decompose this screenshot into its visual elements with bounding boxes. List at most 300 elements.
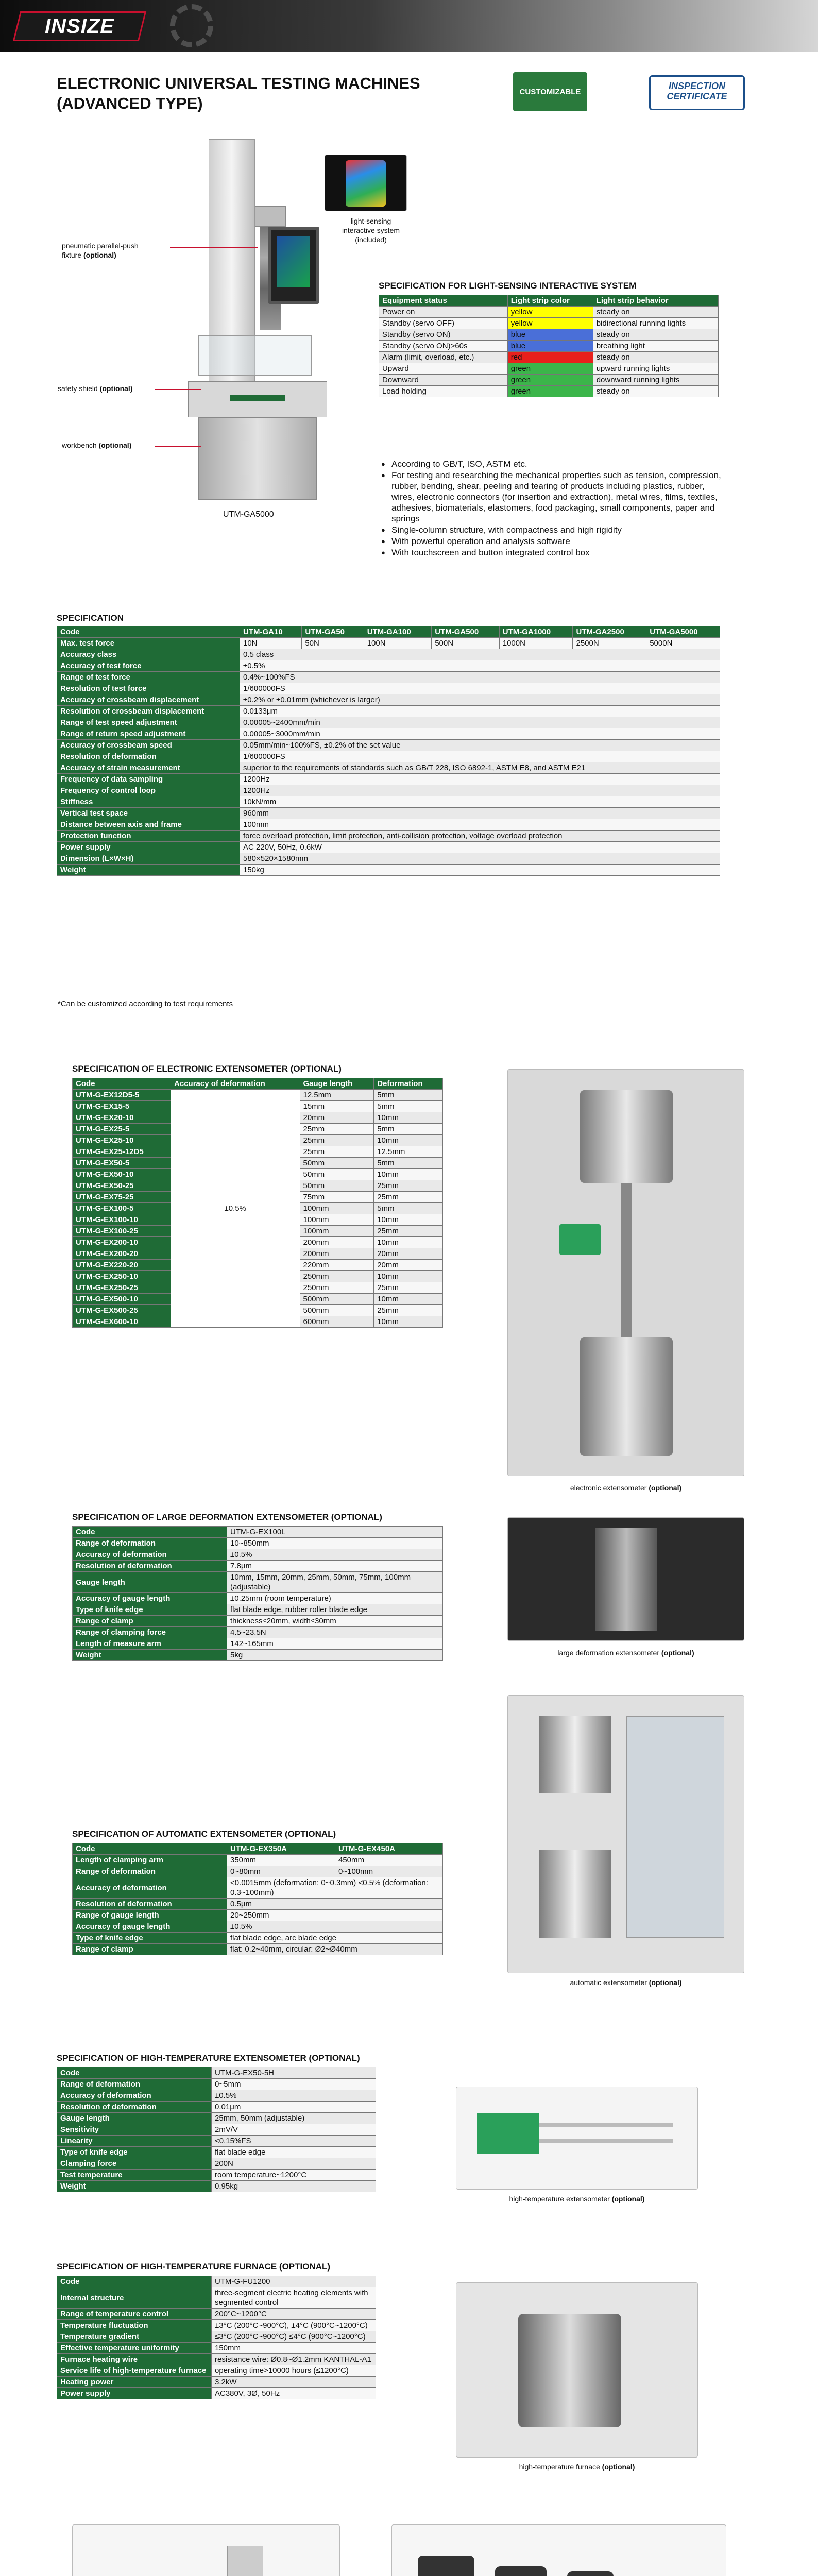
hightemp-rod <box>539 2139 673 2143</box>
table-row <box>73 1855 443 1866</box>
row-value: flat: 0.2~40mm, circular: Ø2~Ø40mm <box>227 1944 443 1955</box>
pneu-photo <box>391 2524 726 2576</box>
table-row <box>73 1561 443 1572</box>
ext-photo <box>507 1069 744 1476</box>
row-label: Frequency of control loop <box>57 785 240 796</box>
hightemp-title: SPECIFICATION OF HIGH-TEMPERATURE EXTENSOMETER (OPTIONAL) <box>57 2053 360 2063</box>
row-label: Distance between axis and frame <box>57 819 240 831</box>
row-label: Range of clamping force <box>73 1627 227 1638</box>
color-cell: green <box>507 375 593 386</box>
color-cell: blue <box>507 329 593 341</box>
row-value: 0.5 class <box>240 649 720 660</box>
row-label: Accuracy of crossbeam displacement <box>57 694 240 706</box>
row-label: Stiffness <box>57 796 240 808</box>
code-cell: UTM-G-EX50-5 <box>73 1158 171 1169</box>
row-value: UTM-G-EX50-5H <box>212 2067 376 2079</box>
status-cell: Alarm (limit, overload, etc.) <box>379 352 508 363</box>
behavior-cell: steady on <box>593 386 718 397</box>
row-label: Effective temperature uniformity <box>57 2343 212 2354</box>
model-cell: UTM-GA500 <box>432 626 500 638</box>
row-value: thickness≤20mm, width≤30mm <box>227 1616 443 1627</box>
row-value: flat blade edge, rubber roller blade edge <box>227 1604 443 1616</box>
gauge-cell: 500mm <box>300 1305 374 1316</box>
force-cell: 1000N <box>499 638 573 649</box>
row-label: Power supply <box>57 842 240 853</box>
fixture-label: pneumatic parallel-push fixture (optional) <box>62 242 139 259</box>
row-label: Accuracy of crossbeam speed <box>57 740 240 751</box>
code-cell: UTM-G-EX220-20 <box>73 1260 171 1271</box>
row-label: Temperature gradient <box>57 2331 212 2343</box>
code-cell: UTM-G-EX200-10 <box>73 1237 171 1248</box>
code-cell: UTM-G-EX500-25 <box>73 1305 171 1316</box>
row-label: Test temperature <box>57 2170 212 2181</box>
hightemp-rod <box>539 2123 673 2127</box>
table-row <box>57 2090 376 2102</box>
row-label: Resolution of deformation <box>73 1561 227 1572</box>
ext-title: SPECIFICATION OF ELECTRONIC EXTENSOMETER (OPTIONAL) <box>72 1064 342 1074</box>
spec-table <box>57 626 720 876</box>
color-cell: blue <box>507 341 593 352</box>
deformation-cell: 20mm <box>374 1248 443 1260</box>
row-value: 150kg <box>240 865 720 876</box>
gauge-cell: 12.5mm <box>300 1090 374 1101</box>
row-label: Resolution of deformation <box>57 751 240 762</box>
row-label: Gauge length <box>73 1572 227 1593</box>
feature-list <box>381 459 721 558</box>
table-row <box>73 1538 443 1549</box>
table-row <box>73 1616 443 1627</box>
row-value: ±0.5% <box>212 2090 376 2102</box>
row-value: superior to the requirements of standards such as GB/T 228, ISO 6892-1, ASTM E8, and ASTM E21 <box>240 762 720 774</box>
row-label: Accuracy of strain measurement <box>57 762 240 774</box>
table-row <box>57 638 720 649</box>
furnace-photo <box>456 2282 698 2458</box>
auto-table <box>72 1843 443 1955</box>
table-cell: Code <box>57 626 240 638</box>
behavior-cell: breathing light <box>593 341 718 352</box>
row-value: 0~100mm <box>335 1866 443 1877</box>
row-value: flat blade edge <box>212 2147 376 2158</box>
table-row <box>57 831 720 842</box>
header-cell: Code <box>73 1078 171 1090</box>
table-cell: Code <box>73 1843 227 1855</box>
row-label: Resolution of test force <box>57 683 240 694</box>
spec-note: *Can be customized according to test requirements <box>58 999 233 1008</box>
table-row <box>57 762 720 774</box>
status-cell: Standby (servo ON) <box>379 329 508 341</box>
table-row <box>57 2388 376 2399</box>
table-row <box>57 2320 376 2331</box>
row-label: Type of knife edge <box>73 1933 227 1944</box>
row-value: ±0.5% <box>227 1921 443 1933</box>
row-value: 0.01μm <box>212 2102 376 2113</box>
code-cell: UTM-G-EX50-25 <box>73 1180 171 1192</box>
force-cell: 50N <box>302 638 364 649</box>
row-label: Weight <box>57 2181 212 2192</box>
touchscreen-control-box <box>268 227 319 304</box>
code-cell: UTM-G-EX100-5 <box>73 1203 171 1214</box>
code-cell: UTM-G-EX250-25 <box>73 1282 171 1294</box>
gauge-cell: 500mm <box>300 1294 374 1305</box>
table-row <box>57 2343 376 2354</box>
row-value: 200N <box>212 2158 376 2170</box>
pneu-fixture-2 <box>495 2566 547 2576</box>
row-label: Resolution of deformation <box>73 1899 227 1910</box>
row-value: 10~850mm <box>227 1538 443 1549</box>
row-value: UTM-G-EX100L <box>227 1527 443 1538</box>
row-value: 0~80mm <box>227 1866 335 1877</box>
row-label: Weight <box>73 1650 227 1661</box>
fixture-leader-line <box>170 247 258 248</box>
feature-item: ● For testing and researching the mechanical properties such as tension, compression, rubber, bending, shear, peeling and tearing of products including plastics, rubber, wires, electronic connectors (for insertion and extraction), metal wires, films, textiles, adhesives, biomaterials, elastomers, food packaging, small components, paper and springs <box>381 470 721 524</box>
hightemp-photo <box>456 2087 698 2190</box>
gauge-cell: 100mm <box>300 1203 374 1214</box>
feature-item: ● According to GB/T, ISO, ASTM etc. <box>381 459 721 469</box>
furnace-body <box>518 2314 621 2427</box>
row-label: Type of knife edge <box>57 2147 212 2158</box>
table-row <box>57 2181 376 2192</box>
table-row <box>73 1944 443 1955</box>
row-label: Power supply <box>57 2388 212 2399</box>
row-label: Type of knife edge <box>73 1604 227 1616</box>
table-row <box>57 774 720 785</box>
table-row <box>57 740 720 751</box>
deformation-cell: 10mm <box>374 1294 443 1305</box>
table-row <box>57 626 720 638</box>
code-cell: UTM-G-EX15-5 <box>73 1101 171 1112</box>
row-value: 1/600000FS <box>240 683 720 694</box>
table-row <box>73 1650 443 1661</box>
table-row <box>57 2354 376 2365</box>
row-value: AC380V, 3Ø, 50Hz <box>212 2388 376 2399</box>
model-cell: UTM-GA2500 <box>573 626 646 638</box>
row-label: Accuracy of gauge length <box>73 1921 227 1933</box>
deformation-cell: 25mm <box>374 1180 443 1192</box>
row-value: room temperature~1200°C <box>212 2170 376 2181</box>
table-row <box>73 1078 443 1090</box>
table-row <box>57 2158 376 2170</box>
table-row <box>73 1877 443 1899</box>
model-cell: UTM-GA1000 <box>499 626 573 638</box>
ext-table <box>72 1078 443 1328</box>
deformation-cell: 5mm <box>374 1090 443 1101</box>
hightemp-table <box>57 2067 376 2192</box>
deformation-cell: 10mm <box>374 1135 443 1146</box>
machine-base <box>188 381 327 417</box>
row-label: Range of clamp <box>73 1616 227 1627</box>
table-row <box>57 2331 376 2343</box>
table-row <box>57 2067 376 2079</box>
color-cell: yellow <box>507 307 593 318</box>
row-label: Dimension (L×W×H) <box>57 853 240 865</box>
spec-title: SPECIFICATION <box>57 613 124 623</box>
row-value: 142~165mm <box>227 1638 443 1650</box>
table-row <box>57 2170 376 2181</box>
table-row <box>379 352 719 363</box>
shield-label: safety shield (optional) <box>58 384 133 393</box>
table-row <box>57 2276 376 2287</box>
row-value: 0.4%~100%FS <box>240 672 720 683</box>
row-value: 100mm <box>240 819 720 831</box>
row-label: Heating power <box>57 2377 212 2388</box>
gauge-cell: 200mm <box>300 1237 374 1248</box>
row-label: Range of test force <box>57 672 240 683</box>
row-value: 580×520×1580mm <box>240 853 720 865</box>
furnace-table <box>57 2276 376 2399</box>
header-cell: Gauge length <box>300 1078 374 1090</box>
row-label: Code <box>57 2276 212 2287</box>
table-row <box>379 363 719 375</box>
table-row <box>73 1843 443 1855</box>
table-row <box>73 1910 443 1921</box>
color-cell: red <box>507 352 593 363</box>
gauge-cell: 100mm <box>300 1214 374 1226</box>
lower-grip <box>580 1337 673 1456</box>
table-row <box>57 808 720 819</box>
code-cell: UTM-G-EX25-12D5 <box>73 1146 171 1158</box>
code-cell: UTM-G-EX12D5-5 <box>73 1090 171 1101</box>
gauge-cell: 25mm <box>300 1124 374 1135</box>
row-value: 200°C~1200°C <box>212 2309 376 2320</box>
behavior-cell: steady on <box>593 307 718 318</box>
safety-shield <box>198 335 312 376</box>
table-row <box>57 2377 376 2388</box>
code-cell: UTM-G-EX20-10 <box>73 1112 171 1124</box>
auto-caption: automatic extensometer (optional) <box>570 1978 682 1987</box>
row-value: three-segment electric heating elements with segmented control <box>212 2287 376 2309</box>
row-value: 1200Hz <box>240 774 720 785</box>
table-row <box>57 672 720 683</box>
table-row <box>57 706 720 717</box>
gauge-cell: 100mm <box>300 1226 374 1237</box>
table-row <box>379 307 719 318</box>
table-row <box>57 2365 376 2377</box>
video-photo <box>72 2524 340 2576</box>
code-cell: UTM-G-EX75-25 <box>73 1192 171 1203</box>
row-value: 0~5mm <box>212 2079 376 2090</box>
auto-title: SPECIFICATION OF AUTOMATIC EXTENSOMETER (OPTIONAL) <box>72 1829 336 1839</box>
row-value: 450mm <box>335 1855 443 1866</box>
status-cell: Power on <box>379 307 508 318</box>
deformation-cell: 5mm <box>374 1124 443 1135</box>
row-value: <0.0015mm (deformation: 0~0.3mm) <0.5% (deformation: 0.3~100mm) <box>227 1877 443 1899</box>
auto-cabinet <box>626 1716 724 1938</box>
row-label: Linearity <box>57 2136 212 2147</box>
deformation-cell: 25mm <box>374 1226 443 1237</box>
row-value: ≤3°C (200°C~900°C) ≤4°C (900°C~1200°C) <box>212 2331 376 2343</box>
table-row <box>57 2124 376 2136</box>
table-row <box>379 386 719 397</box>
gauge-cell: 15mm <box>300 1101 374 1112</box>
deformation-cell: 12.5mm <box>374 1146 443 1158</box>
table-row <box>57 717 720 728</box>
force-cell: 10N <box>240 638 302 649</box>
row-label: Furnace heating wire <box>57 2354 212 2365</box>
gauge-cell: 25mm <box>300 1135 374 1146</box>
row-value: 5kg <box>227 1650 443 1661</box>
page-title: ELECTRONIC UNIVERSAL TESTING MACHINES (ADVANCED TYPE) <box>57 74 420 112</box>
large-table <box>72 1526 443 1661</box>
row-value: ±0.5% <box>240 660 720 672</box>
row-value: 10mm, 15mm, 20mm, 25mm, 50mm, 75mm, 100mm (adjustable) <box>227 1572 443 1593</box>
code-cell: UTM-G-EX450A <box>335 1843 443 1855</box>
row-value: 0.00005~3000mm/min <box>240 728 720 740</box>
status-cell: Standby (servo OFF) <box>379 318 508 329</box>
code-cell: UTM-G-EX200-20 <box>73 1248 171 1260</box>
header-cell: Deformation <box>374 1078 443 1090</box>
deformation-cell: 10mm <box>374 1214 443 1226</box>
hightemp-device <box>477 2113 539 2154</box>
table-row <box>57 2079 376 2090</box>
row-label: Accuracy of deformation <box>57 2090 212 2102</box>
ext-caption: electronic extensometer (optional) <box>570 1484 682 1492</box>
table-row <box>57 2287 376 2309</box>
auto-grip-upper <box>539 1716 611 1793</box>
row-value: ±0.25mm (room temperature) <box>227 1593 443 1604</box>
row-value: 1200Hz <box>240 785 720 796</box>
gauge-cell: 250mm <box>300 1282 374 1294</box>
row-label: Weight <box>57 865 240 876</box>
table-row <box>57 728 720 740</box>
deformation-cell: 5mm <box>374 1203 443 1214</box>
row-label: Sensitivity <box>57 2124 212 2136</box>
shield-leader-line <box>155 389 201 390</box>
feature-item: ● Single-column structure, with compactness and high rigidity <box>381 524 721 535</box>
table-row <box>73 1527 443 1538</box>
row-label: Resolution of crossbeam displacement <box>57 706 240 717</box>
row-value: 20~250mm <box>227 1910 443 1921</box>
status-cell: Standby (servo ON)>60s <box>379 341 508 352</box>
code-cell: UTM-G-EX25-10 <box>73 1135 171 1146</box>
table-row <box>57 842 720 853</box>
gauge-cell: 25mm <box>300 1146 374 1158</box>
accuracy-cell: ±0.5% <box>171 1090 300 1328</box>
table-row <box>379 329 719 341</box>
light-table-title: SPECIFICATION FOR LIGHT-SENSING INTERACTIVE SYSTEM <box>379 281 637 291</box>
status-cell: Upward <box>379 363 508 375</box>
row-label: Range of deformation <box>57 2079 212 2090</box>
row-label: Resolution of deformation <box>57 2102 212 2113</box>
auto-grip-lower <box>539 1850 611 1938</box>
table-row <box>73 1572 443 1593</box>
table-row <box>57 865 720 876</box>
row-label: Range of test speed adjustment <box>57 717 240 728</box>
table-row <box>73 1866 443 1877</box>
deformation-cell: 10mm <box>374 1271 443 1282</box>
row-label: Accuracy of test force <box>57 660 240 672</box>
row-label: Accuracy of deformation <box>73 1877 227 1899</box>
table-row <box>73 1549 443 1561</box>
deformation-cell: 10mm <box>374 1316 443 1328</box>
screen-callout-photo <box>325 155 407 211</box>
header-cell: Accuracy of deformation <box>171 1078 300 1090</box>
workbench-leader-line <box>155 446 201 447</box>
pneu-fixture-1 <box>418 2556 474 2576</box>
model-cell: UTM-GA10 <box>240 626 302 638</box>
row-value: 0.05mm/min~100%FS, ±0.2% of the set value <box>240 740 720 751</box>
pneu-fixture-3 <box>567 2571 614 2576</box>
machine-illustration <box>178 139 348 500</box>
table-row <box>57 683 720 694</box>
force-cell: 2500N <box>573 638 646 649</box>
row-label: Internal structure <box>57 2287 212 2309</box>
extensometer-device <box>559 1224 601 1255</box>
behavior-cell: steady on <box>593 352 718 363</box>
gauge-cell: 220mm <box>300 1260 374 1271</box>
table-row <box>73 1638 443 1650</box>
table-row <box>57 751 720 762</box>
code-cell: UTM-G-EX500-10 <box>73 1294 171 1305</box>
table-row <box>57 2136 376 2147</box>
status-cell: Load holding <box>379 386 508 397</box>
row-value: 0.0133μm <box>240 706 720 717</box>
screen-callout-label: light-sensing interactive system (included) <box>342 217 400 244</box>
row-value: 0.00005~2400mm/min <box>240 717 720 728</box>
color-cell: green <box>507 363 593 375</box>
table-row <box>73 1090 443 1101</box>
row-label: Range of temperature control <box>57 2309 212 2320</box>
behavior-cell: bidirectional running lights <box>593 318 718 329</box>
code-cell: UTM-G-EX600-10 <box>73 1316 171 1328</box>
row-label: Service life of high-temperature furnace <box>57 2365 212 2377</box>
deformation-cell: 10mm <box>374 1112 443 1124</box>
row-value: ±0.5% <box>227 1549 443 1561</box>
row-label: Code <box>73 1527 227 1538</box>
table-row <box>57 660 720 672</box>
code-cell: UTM-G-EX350A <box>227 1843 335 1855</box>
row-value: 3.2kW <box>212 2377 376 2388</box>
furnace-caption: high-temperature furnace (optional) <box>519 2463 635 2471</box>
large-caption: large deformation extensometer (optional) <box>557 1649 694 1657</box>
gauge-cell: 50mm <box>300 1180 374 1192</box>
row-label: Temperature fluctuation <box>57 2320 212 2331</box>
table-row <box>57 785 720 796</box>
insize-logo: INSIZE <box>13 11 146 41</box>
table-row <box>57 694 720 706</box>
row-label: Range of deformation <box>73 1538 227 1549</box>
color-cell: yellow <box>507 318 593 329</box>
table-row <box>57 819 720 831</box>
row-value: 2mV/V <box>212 2124 376 2136</box>
feature-item: ● With touchscreen and button integrated control box <box>381 547 721 558</box>
table-row <box>379 375 719 386</box>
deformation-cell: 25mm <box>374 1305 443 1316</box>
customizable-badge: CUSTOMIZABLE <box>513 72 587 111</box>
table-row <box>57 2102 376 2113</box>
gauge-cell: 20mm <box>300 1112 374 1124</box>
deformation-cell: 20mm <box>374 1260 443 1271</box>
row-value: 0.5μm <box>227 1899 443 1910</box>
gauge-cell: 75mm <box>300 1192 374 1203</box>
behavior-cell: upward running lights <box>593 363 718 375</box>
table-row <box>73 1921 443 1933</box>
table-row <box>379 318 719 329</box>
force-cell: 5000N <box>646 638 720 649</box>
row-label: Max. test force <box>57 638 240 649</box>
row-value: 1/600000FS <box>240 751 720 762</box>
table-row <box>73 1933 443 1944</box>
row-value: 350mm <box>227 1855 335 1866</box>
row-label: Length of measure arm <box>73 1638 227 1650</box>
code-cell: UTM-G-EX50-10 <box>73 1169 171 1180</box>
gear-decoration-icon <box>170 4 213 47</box>
video-arm <box>227 2546 263 2576</box>
furnace-title: SPECIFICATION OF HIGH-TEMPERATURE FURNACE (OPTIONAL) <box>57 2262 331 2272</box>
code-cell: UTM-G-EX25-5 <box>73 1124 171 1135</box>
table-row <box>73 1593 443 1604</box>
force-cell: 100N <box>364 638 432 649</box>
table-row <box>379 341 719 352</box>
